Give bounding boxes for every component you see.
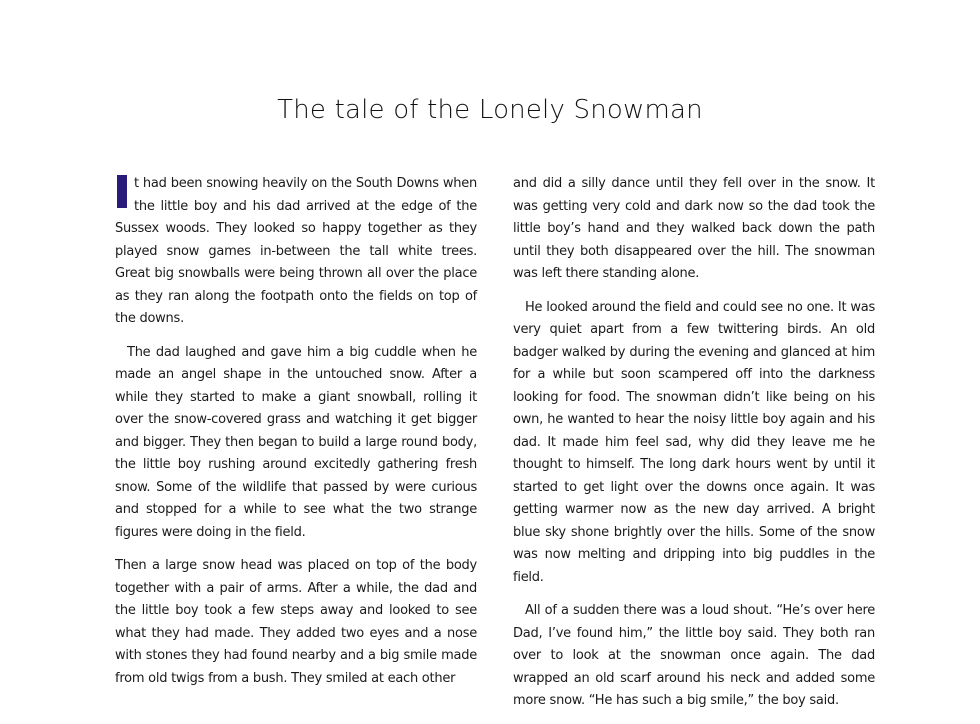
paragraph-3: Then a large snow head was placed on top of the body together with a pair of arms. After a while, the dad and the little boy took a few steps away and looked to see what they had made. They added two eyes and a nose with stones they had found nearby and a big smile made from old twigs from a bush. They smiled at each other xyxy=(115,558,477,686)
paragraph-1 xyxy=(115,173,477,331)
paragraph-4: and did a silly dance until they fell over in the snow. It was getting very cold and dark now so the dad took the little boy’s hand and they walked back down the path until they both disappeared over the hill. The snowman was left there standing alone. xyxy=(513,176,875,281)
right-column xyxy=(513,173,875,724)
paragraph-1-text: t had been snowing heavily on the South Downs when the little boy and his dad arrived at the edge of the Sussex woods. They looked so happy together as they played snow games in-between the tall white trees. Great big snowballs were being thrown all over the place as they ran along the footpath onto the fields on top of the downs. xyxy=(115,176,477,326)
paragraph-2: The dad laughed and gave him a big cuddle when he made an angel shape in the untouched snow. After a while they started to make a giant snowball, rolling it over the snow-covered grass and watching it get bigger and bigger. They then began to build a large round body, the little boy rushing around excitedly gathering fresh snow. Some of the wildlife that passed by were curious and stopped for a while to see what the two strange figures were doing in the field. xyxy=(115,344,477,540)
left-column xyxy=(115,173,477,701)
paragraph-6: All of a sudden there was a loud shout. “He’s over here Dad, I’ve found him,” the little boy said. They both ran over to look at the snowman once again. The dad wrapped an old scarf around his neck and added some more snow. “He has such a big smile,” the boy said. xyxy=(513,603,875,708)
paragraph-5: He looked around the field and could see no one. It was very quiet apart from a few twittering birds. An old badger walked by during the evening and glanced at him for a while but soon scampered off into the darkness looking for food. The snowman didn’t like being on his own, he wanted to hear the noisy little boy again and his dad. It made him feel sad, why did they leave me he thought to himself. The long dark hours went by until it started to get light over the downs once again. It was getting warmer now as the new day arrived. A bright blue sky shone brightly over the hills. Some of the snow was now melting and dripping into big puddles in the field. xyxy=(513,299,875,585)
page-title: The tale of the Lonely Snowman xyxy=(277,95,703,125)
drop-cap-block xyxy=(117,175,127,208)
